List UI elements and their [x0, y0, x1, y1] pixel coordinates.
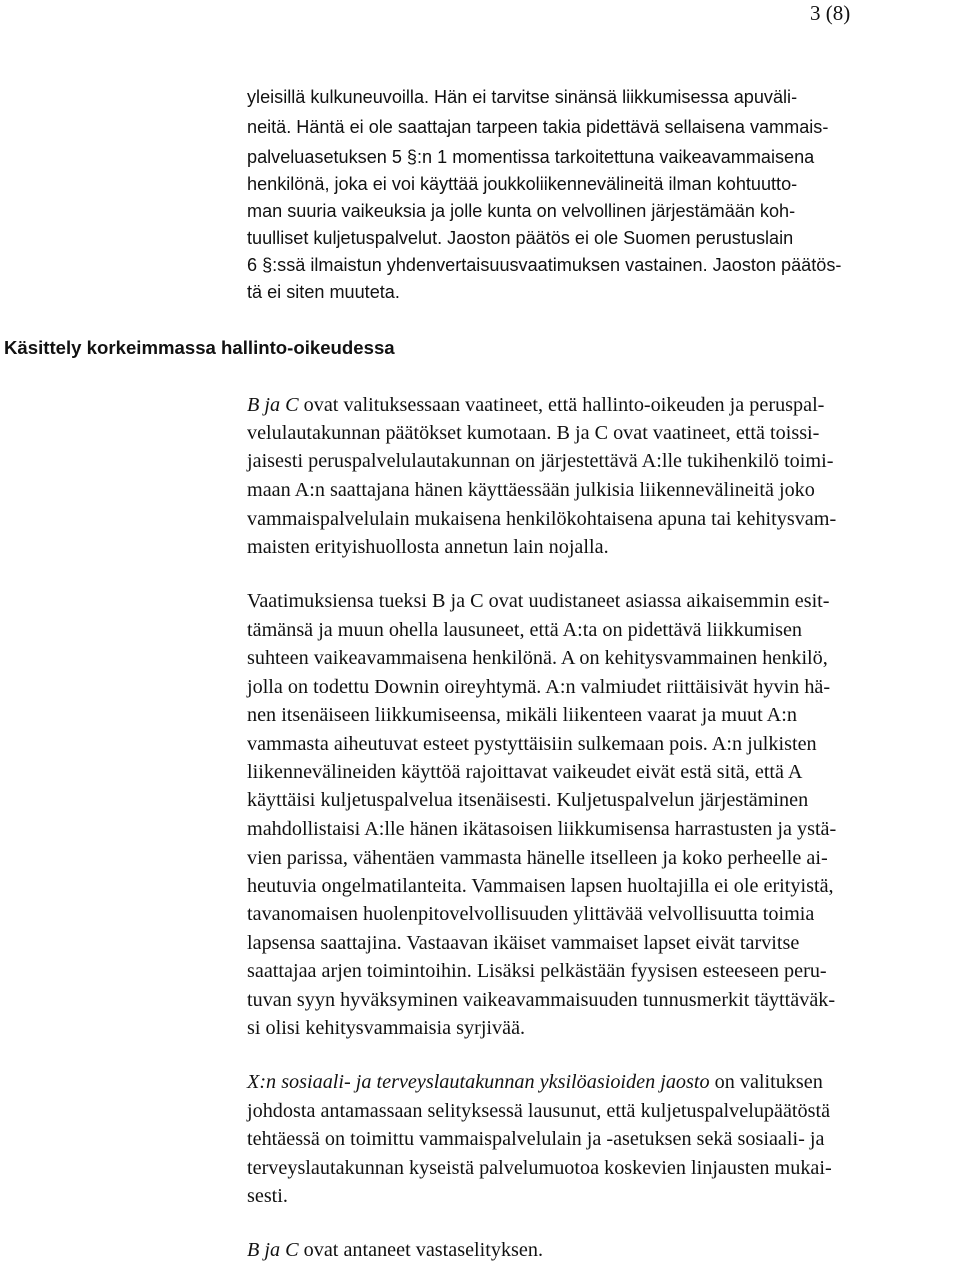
text-line: mahdollistaisi A:lle hänen ikätasoisen liikkumisensa harrastusten ja ystä- [247, 818, 837, 840]
text-line: käyttäisi kuljetuspalvelua itsenäisesti. Kuljetuspalvelun järjestäminen [247, 789, 809, 811]
text-line: henkilönä, joka ei voi käyttää joukkoliikennevälineitä ilman kohtuutto- [247, 174, 798, 194]
text-line: liikennevälineiden käyttöä rajoittavat vaikeudet eivät estä sitä, että A [247, 761, 803, 783]
text-line: velulautakunnan päätökset kumotaan. B ja C ovat vaatineet, että toissi- [247, 422, 820, 444]
text-line: saattajaa arjen toimintoihin. Lisäksi pelkästään fyysisen esteeseen peru- [247, 960, 827, 982]
text-line: tehtäessä on toimittu vammaispalvelulain ja -asetuksen sekä sosiaali- ja [247, 1128, 825, 1150]
text-line: palveluasetuksen 5 §:n 1 momentissa tarkoitettuna vaikeavammaisena [247, 147, 815, 167]
section-heading: Käsittely korkeimmassa hallinto-oikeudessa [4, 337, 395, 358]
text-line [247, 1068, 823, 1096]
party-names: B ja C [247, 394, 299, 416]
text-line: vammasta aiheutuvat esteet pystyttäisiin sulkemaan pois. A:n julkisten [247, 733, 817, 755]
authority-name: X:n sosiaali- ja terveyslautakunnan yksilöasioiden jaosto [247, 1071, 710, 1093]
text-line: 6 §:ssä ilmaistun yhdenvertaisuusvaatimuksen vastainen. Jaoston päätös- [247, 255, 842, 275]
text-line: vien parissa, vähentäen vammasta hänelle itselleen ja koko perheelle ai- [247, 847, 828, 869]
text-line: sesti. [247, 1185, 288, 1207]
text-line: jolla on todettu Downin oireyhtymä. A:n valmiudet riittäisivät hyvin hä- [247, 676, 831, 698]
party-names: B ja C [247, 1239, 299, 1261]
text-line: tavanomaisen huolenpitovelvollisuuden ylittävää velvollisuutta toimia [247, 903, 815, 925]
text-line: man suuria vaikeuksia ja jolle kunta on velvollinen järjestämään koh- [247, 201, 796, 221]
text-line: tuulliset kuljetuspalvelut. Jaoston päätös ei ole Suomen perustuslain [247, 228, 794, 248]
text-line: tämänsä ja muun ohella lausuneet, että A:ta on pidettävä liikkumisen [247, 619, 803, 641]
text-line: heutuvia ongelmatilanteita. Vammaisen lapsen huoltajilla ei ole erityistä, [247, 875, 834, 897]
text-span: ovat antaneet vastaselityksen. [298, 1239, 544, 1261]
text-line: terveyslautakunnan kyseistä palvelumuotoa koskevien linjausten mukai- [247, 1157, 832, 1179]
text-line: Vaatimuksiensa tueksi B ja C ovat uudistaneet asiassa aikaisemmin esit- [247, 590, 830, 612]
text-line: vammaispalvelulain mukaisena henkilökohtaisena apuna tai kehitysvam- [247, 508, 837, 530]
text-line: jaisesti peruspalvelulautakunnan on järjestettävä A:lle tukihenkilö toimi- [247, 450, 834, 472]
text-line: maisten erityishuollosta annetun lain nojalla. [247, 536, 609, 558]
text-line [247, 391, 824, 419]
text-line: yleisillä kulkuneuvoilla. Hän ei tarvitse sinänsä liikkumisessa apuväli- [247, 87, 798, 107]
text-span: on valituksen [709, 1071, 823, 1093]
text-line: si olisi kehitysvammaisia syrjivää. [247, 1017, 526, 1039]
text-line: maan A:n saattajana hänen käyttäessään julkisia liikennevälineitä joko [247, 479, 815, 501]
text-line: suhteen vaikeavammaisena henkilönä. A on kehitysvammainen henkilö, [247, 647, 828, 669]
text-line: nen itsenäiseen liikkumiseensa, mikäli liikenteen vaarat ja muut A:n [247, 704, 797, 726]
text-line: tä ei siten muuteta. [247, 282, 400, 302]
page-number: 3 (8) [810, 1, 851, 25]
text-line: lapsensa saattajina. Vastaavan ikäiset vammaiset lapset eivät tarvitse [247, 932, 800, 954]
text-span: ovat valituksessaan vaatineet, että hallinto-oikeuden ja peruspal- [298, 394, 825, 416]
text-line: neitä. Häntä ei ole saattajan tarpeen takia pidettävä sellaisena vammais- [247, 117, 829, 137]
text-line: johdosta antamassaan selityksessä lausunut, että kuljetuspalvelupäätöstä [247, 1100, 831, 1122]
text-line: tuvan syyn hyväksyminen vaikeavammaisuuden tunnusmerkit täyttäväk- [247, 989, 836, 1011]
